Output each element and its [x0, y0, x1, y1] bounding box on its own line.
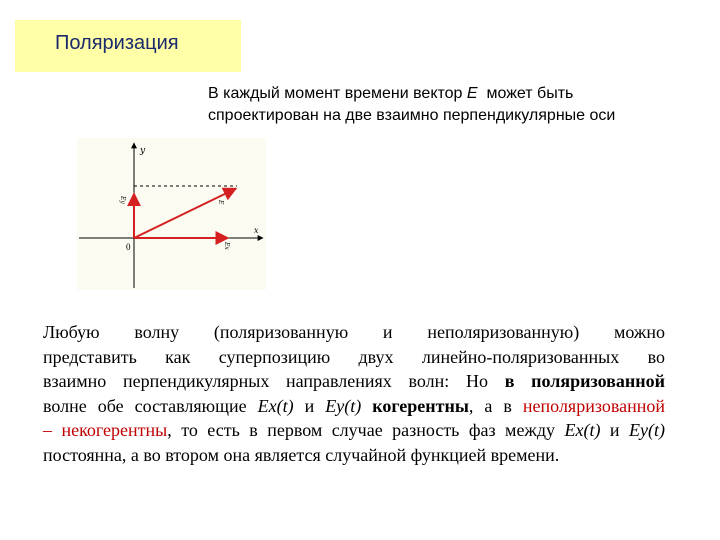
body-and-in: , а в	[468, 395, 523, 416]
ex-t-term-2: Ex(t)	[564, 420, 601, 440]
x-axis-label: x	[254, 226, 259, 235]
diagram-caption	[208, 83, 688, 127]
caption-line-1-suffix: может быть	[477, 85, 574, 102]
diagram-svg	[77, 138, 266, 290]
body-paragraph	[43, 320, 665, 467]
incoherent-term: – некогерентны	[43, 420, 168, 440]
body-line-2: представить как суперпозицию двух линейно-поляризованных во	[43, 346, 665, 367]
unpolarized-term: неполяризованной	[522, 395, 665, 416]
body-line-4-text: волне обе составляющие	[43, 395, 258, 416]
body-and: и	[293, 395, 326, 416]
body-line-6: постоянна, а во втором она является случайной функцией времени.	[43, 444, 560, 465]
slide-title: Поляризация	[55, 32, 179, 54]
body-in-polarized: в поляризованной	[504, 371, 665, 391]
caption-line-1	[208, 83, 688, 105]
body-line-5	[43, 418, 665, 443]
e-label: E	[217, 200, 224, 205]
caption-line-1-prefix: В каждый момент времени вектор	[208, 85, 467, 102]
body-line-3	[43, 369, 665, 394]
ex-label: Ex	[223, 242, 230, 250]
coherent-term: когерентны	[372, 395, 469, 416]
polarization-diagram	[77, 138, 266, 290]
body-and-2: и	[600, 420, 630, 440]
ey-label: Ey	[119, 196, 126, 204]
y-axis-label: y	[140, 146, 146, 156]
e-vector	[134, 189, 236, 239]
ey-t-term-2: Ey(t)	[629, 420, 665, 440]
body-space	[361, 396, 372, 416]
ex-t-term: Ex(t)	[257, 395, 294, 416]
body-line-1: Любую волну (поляризованную и неполяризованную) можно	[43, 322, 665, 342]
origin-label: 0	[126, 242, 131, 252]
body-line-3-text: взаимно перпендикулярных направлениях волн: Но	[43, 371, 505, 391]
title-box	[15, 20, 241, 72]
body-line-4	[43, 394, 665, 419]
caption-vector-symbol: E	[466, 85, 478, 102]
body-line-5-text: , то есть в первом случае разность фаз между	[167, 420, 565, 440]
ey-t-term: Ey(t)	[325, 395, 362, 416]
caption-line-2: спроектирован на две взаимно перпендикулярные оси	[208, 107, 616, 124]
